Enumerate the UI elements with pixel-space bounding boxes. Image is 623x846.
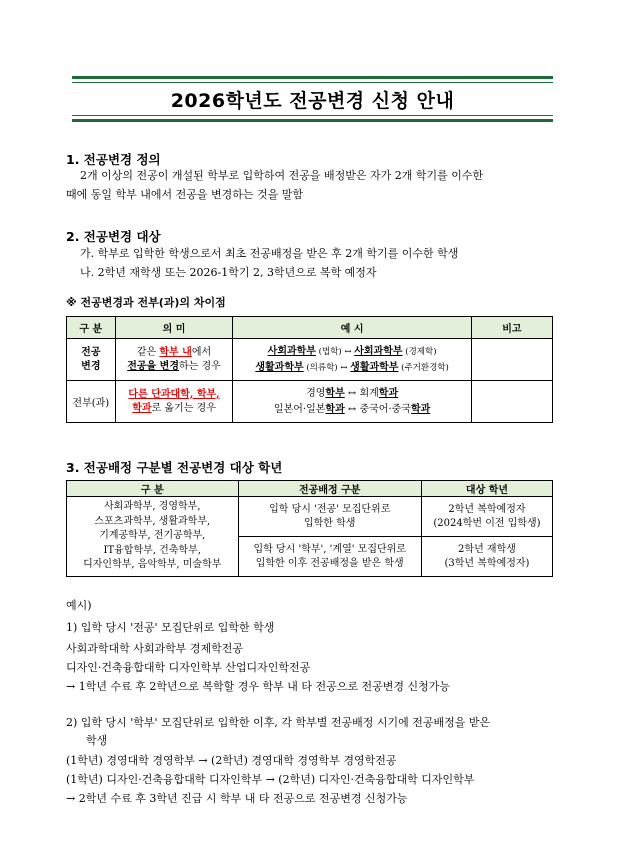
assignment-type: 입학 당시 '학부', '계열' 모집단위로 입학한 이후 전공배정을 받은 학생 (238, 537, 421, 577)
example1-result: → 1학년 수료 후 2학년으로 복학할 경우 학부 내 타 전공으로 전공변경 신청가능 (66, 680, 450, 693)
example1-line1: 사회과학대학 사회과학부 경제학전공 (66, 642, 244, 655)
row-label-transfer: 전부(과) (67, 381, 116, 423)
section1-heading: 1. 전공변경 정의 (66, 152, 161, 167)
header-remark: 비고 (471, 317, 552, 339)
row-meaning: 다른 단과대학, 학부, 학과로 옮기는 경우 (115, 381, 233, 423)
example2-title: 2) 입학 당시 '학부' 모집단위로 입학한 이후, 각 학부별 전공배정 시기에 전공배정을 받은 (66, 716, 491, 729)
examples-label: 예시) (66, 599, 92, 612)
example1-title: 1) 입학 당시 '전공' 모집단위로 입학한 학생 (66, 621, 275, 634)
row-example: 사회과학부 (법학) ↔ 사회과학부 (경제학) 생활과학부 (의류학) ↔ 생활과학부 (주거환경학) (233, 339, 471, 381)
header-meaning: 의 미 (115, 317, 233, 339)
header-example: 예 시 (233, 317, 471, 339)
header-assignment-type: 전공배정 구분 (238, 481, 421, 497)
row-remark (471, 339, 552, 381)
title-box (72, 76, 553, 122)
header-category: 구 분 (67, 317, 116, 339)
table-row (67, 339, 553, 381)
page-title: 2026학년도 전공변경 신청 안내 (170, 89, 455, 112)
row-example: 경영학부 ↔ 회계학과 일본어·일본학과 ↔ 중국어·중국학과 (233, 381, 471, 423)
example2-result: → 2학년 수료 후 3학년 진급 시 학부 내 타 전공으로 전공변경 신청가능 (66, 792, 408, 805)
section2-heading: 2. 전공변경 대상 (66, 229, 161, 244)
table-header-row (67, 317, 553, 339)
target-year: 2학년 복학예정자 (2024학번 이전 입학생) (421, 497, 552, 537)
example2-line2: (1학년) 디자인·건축융합대학 디자인학부 → (2학년) 디자인·건축융합대학 디자인학부 (66, 773, 475, 786)
target-year-table (66, 480, 553, 577)
difference-note: ※ 전공변경과 전부(과)의 차이점 (66, 296, 226, 309)
section3-heading: 3. 전공배정 구분별 전공변경 대상 학년 (66, 460, 283, 475)
table-row (67, 497, 553, 537)
section1-line2: 때에 동일 학부 내에서 전공을 변경하는 것을 말함 (66, 188, 303, 201)
example2-line1: (1학년) 경영대학 경영학부 → (2학년) 경영대학 경영학부 경영학전공 (66, 754, 397, 767)
section2-item-b: 나. 2학년 재학생 또는 2026-1학기 2, 3학년으로 복학 예정자 (80, 266, 377, 279)
section1-line1: 2개 이상의 전공이 개설된 학부로 입학하여 전공을 배정받은 자가 2개 학기를 이수한 (80, 169, 484, 182)
row-remark (471, 381, 552, 423)
header-target-year: 대상 학년 (421, 481, 552, 497)
table-header-row (67, 481, 553, 497)
row-meaning: 같은 학부 내에서 전공을 변경하는 경우 (115, 339, 233, 381)
difference-table (66, 316, 553, 423)
target-year: 2학년 재학생 (3학년 복학예정자) (421, 537, 552, 577)
division-list: 사회과학부, 경영학부, 스포츠과학부, 생활과학부, 기계공학부, 전기공학부, IT융합학부, 건축학부, 디자인학부, 음악학부, 미술학부 (67, 497, 239, 577)
section2-item-a: 가. 학부로 입학한 학생으로서 최초 전공배정을 받은 후 2개 학기를 이수한 학생 (80, 247, 459, 260)
example2-title-cont: 학생 (86, 734, 108, 747)
example1-line2: 디자인·건축융합대학 디자인학부 산업디자인학전공 (66, 661, 311, 674)
row-label-major-change: 전공 변경 (67, 339, 116, 381)
header-division: 구 분 (67, 481, 239, 497)
table-row (67, 381, 553, 423)
assignment-type: 입학 당시 '전공' 모집단위로 입학한 학생 (238, 497, 421, 537)
